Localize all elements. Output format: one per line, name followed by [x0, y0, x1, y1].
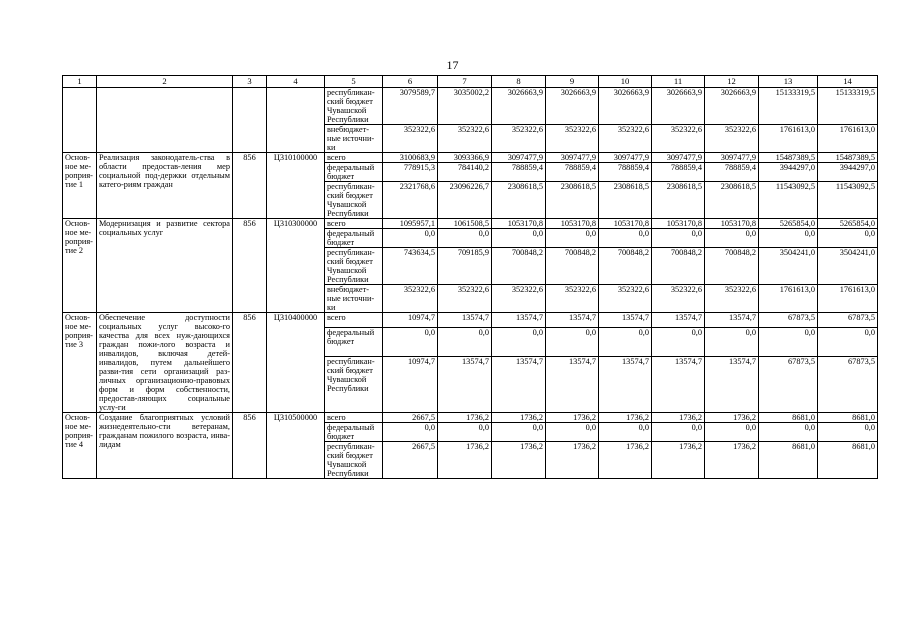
amount-cell: 10974,7 [383, 356, 438, 412]
amount-cell: 3026663,9 [546, 88, 599, 125]
amount-cell: 3944297,0 [818, 163, 878, 182]
event-description-cell: Создание благоприятных условий жизнедеятельно-сти ветеранам, гражданам пожилого возраста, инва-лидам [97, 413, 233, 479]
amount-cell: 1736,2 [599, 442, 652, 479]
amount-cell: 2308618,5 [705, 182, 759, 219]
amount-cell: 3097477,9 [705, 153, 759, 163]
amount-cell: 8681,0 [818, 442, 878, 479]
amount-cell: 3504241,0 [759, 248, 818, 285]
event-name-cell: Основ-ное ме-роприя-тие 2 [63, 219, 97, 313]
amount-cell: 5265854,0 [759, 219, 818, 229]
amount-cell: 11543092,5 [818, 182, 878, 219]
amount-cell: 709185,9 [438, 248, 492, 285]
amount-cell: 1736,2 [599, 413, 652, 423]
funding-source-cell: всего [325, 313, 383, 328]
amount-cell: 1053170,8 [705, 219, 759, 229]
table-row [63, 153, 878, 163]
amount-cell: 1736,2 [438, 413, 492, 423]
amount-cell: 13574,7 [492, 313, 546, 328]
amount-cell: 700848,2 [599, 248, 652, 285]
column-number-header: 3 [233, 76, 267, 88]
amount-cell: 1736,2 [705, 442, 759, 479]
amount-cell: 0,0 [759, 423, 818, 442]
amount-cell: 0,0 [383, 328, 438, 357]
funding-source-cell: всего [325, 413, 383, 423]
amount-cell: 788859,4 [652, 163, 705, 182]
amount-cell: 352322,6 [652, 125, 705, 153]
column-number-header: 12 [705, 76, 759, 88]
amount-cell: 700848,2 [546, 248, 599, 285]
amount-cell: 352322,6 [705, 285, 759, 313]
amount-cell: 0,0 [652, 229, 705, 248]
amount-cell: 3097477,9 [652, 153, 705, 163]
event-description-cell: Реализация законодатель-ства в области предостав-ления мер социальной под-держки отдельным катего-риям граждан [97, 153, 233, 219]
funding-source-cell: внебюджет-ные источни-ки [325, 125, 383, 153]
funding-source-cell: федеральный бюджет [325, 229, 383, 248]
amount-cell: 1736,2 [492, 413, 546, 423]
amount-cell: 352322,6 [438, 125, 492, 153]
funding-source-cell: всего [325, 153, 383, 163]
amount-cell: 15133319,5 [818, 88, 878, 125]
amount-cell: 1061508,5 [438, 219, 492, 229]
page-number: 17 [446, 58, 459, 72]
amount-cell: 13574,7 [599, 313, 652, 328]
event-name-cell: Основ-ное ме-роприя-тие 3 [63, 313, 97, 413]
amount-cell: 1053170,8 [492, 219, 546, 229]
amount-cell: 700848,2 [492, 248, 546, 285]
amount-cell: 10974,7 [383, 313, 438, 328]
amount-cell: 8681,0 [759, 413, 818, 423]
amount-cell: 1053170,8 [599, 219, 652, 229]
amount-cell: 352322,6 [492, 125, 546, 153]
amount-cell: 1053170,8 [546, 219, 599, 229]
amount-cell: 13574,7 [492, 356, 546, 412]
amount-cell: 1761613,0 [759, 125, 818, 153]
budget-code-cell: Ц310100000 [267, 153, 325, 219]
amount-cell: 0,0 [438, 229, 492, 248]
amount-cell: 788859,4 [705, 163, 759, 182]
grbs-code-cell: 856 [233, 313, 267, 413]
amount-cell: 67873,5 [759, 313, 818, 328]
amount-cell: 788859,4 [492, 163, 546, 182]
amount-cell: 352322,6 [705, 125, 759, 153]
amount-cell: 700848,2 [652, 248, 705, 285]
amount-cell: 0,0 [652, 423, 705, 442]
amount-cell: 3026663,9 [492, 88, 546, 125]
amount-cell: 3093366,9 [438, 153, 492, 163]
amount-cell: 67873,5 [818, 313, 878, 328]
amount-cell: 13574,7 [546, 356, 599, 412]
amount-cell: 1736,2 [492, 442, 546, 479]
amount-cell: 784140,2 [438, 163, 492, 182]
amount-cell: 13574,7 [652, 356, 705, 412]
funding-source-cell: внебюджет-ные источни-ки [325, 285, 383, 313]
amount-cell: 788859,4 [599, 163, 652, 182]
amount-cell: 13574,7 [652, 313, 705, 328]
funding-source-cell: республикан-ский бюджет Чувашской Республики [325, 248, 383, 285]
amount-cell: 778915,3 [383, 163, 438, 182]
amount-cell: 2308618,5 [492, 182, 546, 219]
funding-source-cell: федеральный бюджет [325, 423, 383, 442]
amount-cell: 352322,6 [383, 285, 438, 313]
amount-cell: 788859,4 [546, 163, 599, 182]
funding-source-cell: республикан-ский бюджет Чувашской Республики [325, 356, 383, 412]
table-row [63, 219, 878, 229]
amount-cell: 13574,7 [546, 313, 599, 328]
amount-cell: 13574,7 [705, 313, 759, 328]
amount-cell: 352322,6 [652, 285, 705, 313]
amount-cell: 0,0 [818, 328, 878, 357]
event-name-cell: Основ-ное ме-роприя-тие 4 [63, 413, 97, 479]
amount-cell: 15487389,5 [818, 153, 878, 163]
amount-cell: 0,0 [383, 229, 438, 248]
amount-cell: 0,0 [599, 229, 652, 248]
amount-cell: 13574,7 [438, 313, 492, 328]
amount-cell: 2308618,5 [546, 182, 599, 219]
budget-table [62, 75, 878, 479]
column-number-header: 10 [599, 76, 652, 88]
amount-cell: 2308618,5 [652, 182, 705, 219]
amount-cell: 0,0 [705, 423, 759, 442]
amount-cell: 3097477,9 [492, 153, 546, 163]
amount-cell: 0,0 [546, 423, 599, 442]
amount-cell: 0,0 [492, 423, 546, 442]
amount-cell: 67873,5 [818, 356, 878, 412]
amount-cell: 1736,2 [705, 413, 759, 423]
column-number-header: 13 [759, 76, 818, 88]
amount-cell: 0,0 [438, 423, 492, 442]
amount-cell: 0,0 [705, 328, 759, 357]
amount-cell: 2667,5 [383, 413, 438, 423]
column-number-header: 8 [492, 76, 546, 88]
column-number-header: 7 [438, 76, 492, 88]
amount-cell: 3097477,9 [599, 153, 652, 163]
funding-source-cell: федеральный бюджет [325, 163, 383, 182]
amount-cell: 1736,2 [546, 442, 599, 479]
amount-cell: 1736,2 [652, 413, 705, 423]
event-description-cell: Модернизация и развитие сектора социальных услуг [97, 219, 233, 313]
amount-cell: 5265854,0 [818, 219, 878, 229]
amount-cell: 0,0 [652, 328, 705, 357]
amount-cell: 13574,7 [438, 356, 492, 412]
amount-cell: 3100683,9 [383, 153, 438, 163]
amount-cell: 352322,6 [492, 285, 546, 313]
amount-cell: 0,0 [818, 423, 878, 442]
grbs-code-cell: 856 [233, 219, 267, 313]
amount-cell: 1761613,0 [818, 125, 878, 153]
column-number-header: 2 [97, 76, 233, 88]
amount-cell: 2308618,5 [599, 182, 652, 219]
amount-cell: 3097477,9 [546, 153, 599, 163]
empty-cell [97, 88, 233, 153]
amount-cell: 352322,6 [438, 285, 492, 313]
empty-cell [63, 88, 97, 153]
table-header-row [63, 76, 878, 88]
amount-cell: 1761613,0 [818, 285, 878, 313]
amount-cell: 3026663,9 [705, 88, 759, 125]
amount-cell: 743634,5 [383, 248, 438, 285]
amount-cell: 0,0 [492, 328, 546, 357]
empty-cell [267, 88, 325, 153]
column-number-header: 6 [383, 76, 438, 88]
amount-cell: 3035002,2 [438, 88, 492, 125]
amount-cell: 0,0 [818, 229, 878, 248]
amount-cell: 0,0 [492, 229, 546, 248]
amount-cell: 8681,0 [818, 413, 878, 423]
amount-cell: 0,0 [599, 328, 652, 357]
amount-cell: 0,0 [438, 328, 492, 357]
amount-cell: 1053170,8 [652, 219, 705, 229]
grbs-code-cell: 856 [233, 153, 267, 219]
column-number-header: 14 [818, 76, 878, 88]
column-number-header: 1 [63, 76, 97, 88]
funding-source-cell: республикан-ский бюджет Чувашской Республики [325, 88, 383, 125]
amount-cell: 352322,6 [383, 125, 438, 153]
amount-cell: 13574,7 [599, 356, 652, 412]
amount-cell: 1736,2 [438, 442, 492, 479]
amount-cell: 352322,6 [599, 125, 652, 153]
empty-cell [233, 88, 267, 153]
amount-cell: 352322,6 [546, 285, 599, 313]
funding-source-cell: всего [325, 219, 383, 229]
amount-cell: 352322,6 [599, 285, 652, 313]
amount-cell: 3504241,0 [818, 248, 878, 285]
budget-code-cell: Ц310400000 [267, 313, 325, 413]
amount-cell: 1761613,0 [759, 285, 818, 313]
funding-source-cell: республикан-ский бюджет Чувашской Республики [325, 442, 383, 479]
grbs-code-cell: 856 [233, 413, 267, 479]
amount-cell: 3079589,7 [383, 88, 438, 125]
column-number-header: 5 [325, 76, 383, 88]
funding-source-cell: федеральный бюджет [325, 328, 383, 357]
budget-code-cell: Ц310300000 [267, 219, 325, 313]
amount-cell: 0,0 [546, 229, 599, 248]
amount-cell: 0,0 [759, 328, 818, 357]
amount-cell: 0,0 [705, 229, 759, 248]
amount-cell: 15487389,5 [759, 153, 818, 163]
amount-cell: 0,0 [546, 328, 599, 357]
amount-cell: 3944297,0 [759, 163, 818, 182]
table-row [63, 313, 878, 328]
funding-source-cell: республикан-ский бюджет Чувашской Республики [325, 182, 383, 219]
amount-cell: 2321768,6 [383, 182, 438, 219]
table-row [63, 413, 878, 423]
amount-cell: 0,0 [599, 423, 652, 442]
column-number-header: 9 [546, 76, 599, 88]
event-description-cell: Обеспечение доступности социальных услуг высоко-го качества для всех нуж-дающихся граждан пожи-лого возраста и инвалидов, включая детей-инвалидов, путем дальнейшего разви-тия сети организаций раз-личных организационно-правовых форм и форм собственности, предостав-ляющих социальные услу-ги [97, 313, 233, 413]
amount-cell: 1736,2 [546, 413, 599, 423]
amount-cell: 1095957,1 [383, 219, 438, 229]
amount-cell: 11543092,5 [759, 182, 818, 219]
column-number-header: 11 [652, 76, 705, 88]
amount-cell: 1736,2 [652, 442, 705, 479]
amount-cell: 3026663,9 [652, 88, 705, 125]
amount-cell: 8681,0 [759, 442, 818, 479]
column-number-header: 4 [267, 76, 325, 88]
amount-cell: 700848,2 [705, 248, 759, 285]
amount-cell: 15133319,5 [759, 88, 818, 125]
event-name-cell: Основ-ное ме-роприя-тие 1 [63, 153, 97, 219]
amount-cell: 67873,5 [759, 356, 818, 412]
amount-cell: 0,0 [383, 423, 438, 442]
amount-cell: 23096226,7 [438, 182, 492, 219]
table-row [63, 88, 878, 125]
amount-cell: 0,0 [759, 229, 818, 248]
amount-cell: 13574,7 [705, 356, 759, 412]
budget-code-cell: Ц310500000 [267, 413, 325, 479]
amount-cell: 3026663,9 [599, 88, 652, 125]
amount-cell: 2667,5 [383, 442, 438, 479]
amount-cell: 352322,6 [546, 125, 599, 153]
